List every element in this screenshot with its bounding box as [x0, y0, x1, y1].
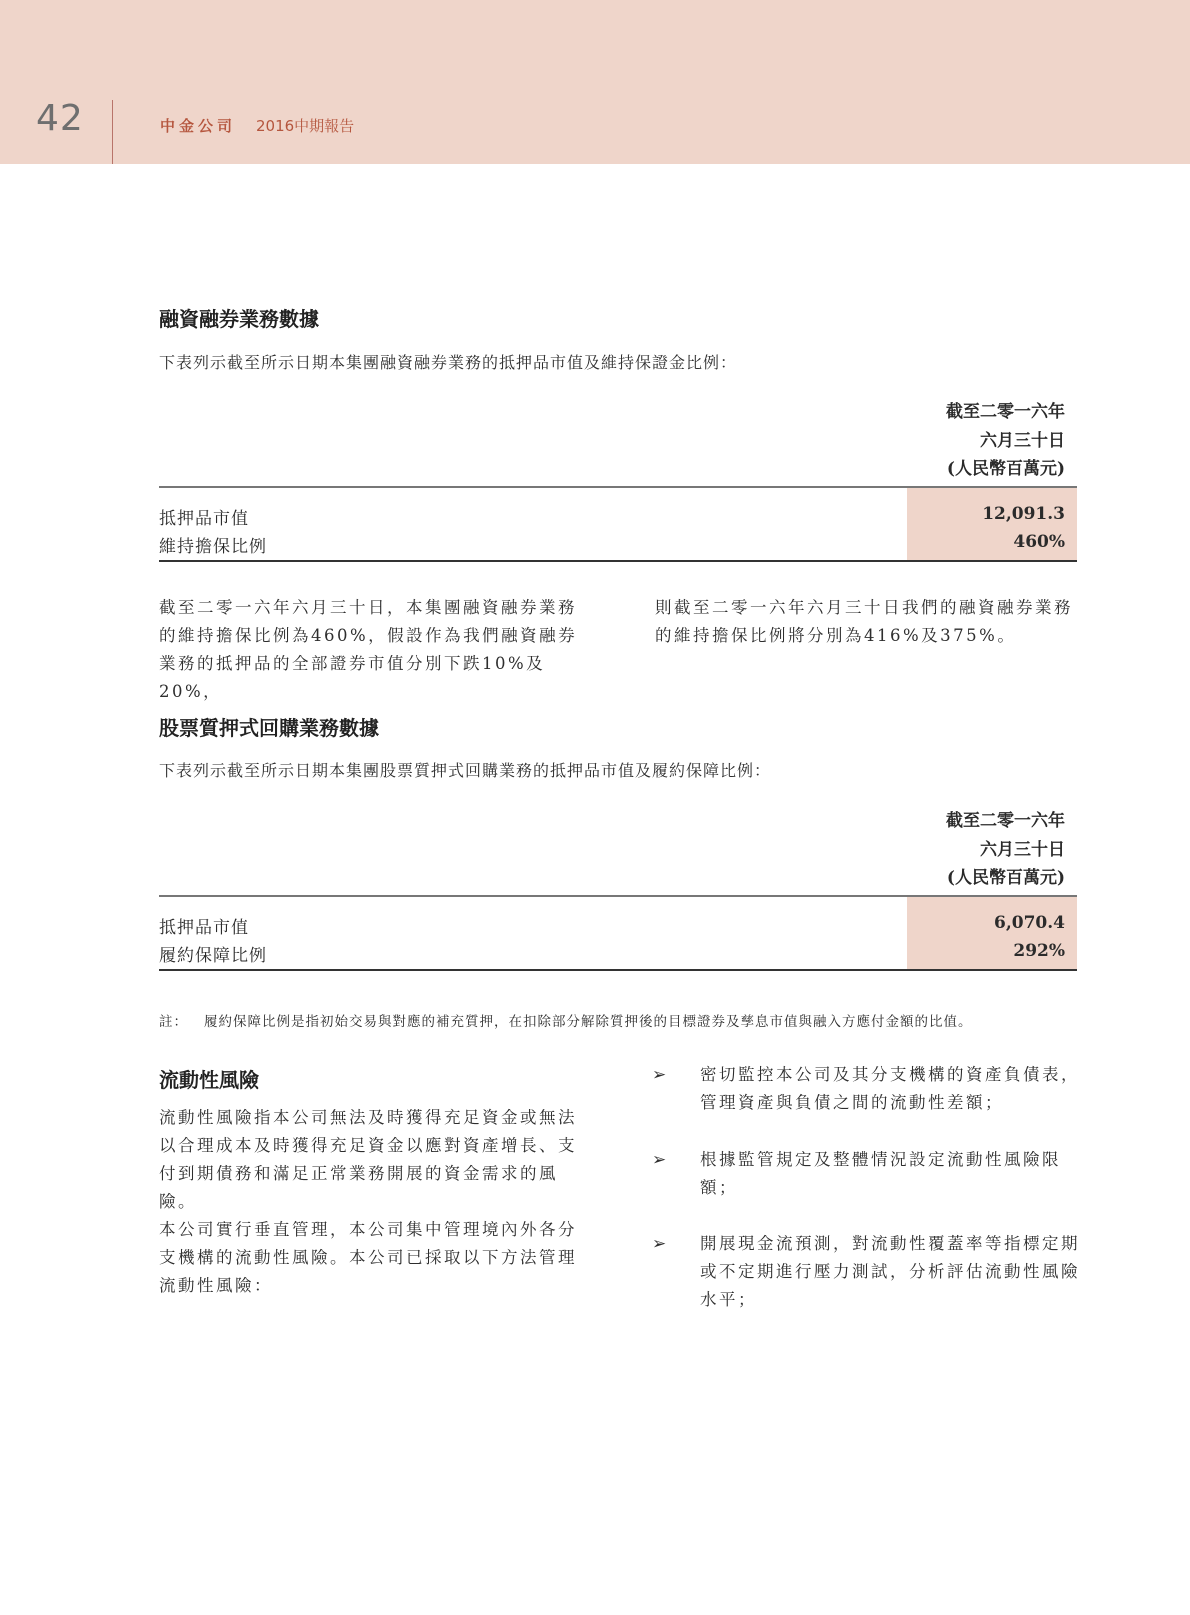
column-header-line: 截至二零一六年: [946, 402, 1065, 422]
row-value: 292%: [1013, 941, 1065, 961]
header-band: [0, 0, 1190, 164]
row-label: 抵押品市值: [159, 509, 249, 529]
stock-pledge-intro: 下表列示截至所示日期本集團股票質押式回購業務的抵押品市值及履約保障比例：: [159, 761, 772, 780]
company-name: 中金公司: [160, 117, 237, 135]
header-divider: [112, 100, 113, 164]
margin-financing-table: [159, 398, 1077, 563]
column-header-line: 截至二零一六年: [946, 811, 1065, 831]
column-header-line: (人民幣百萬元): [946, 868, 1065, 888]
row-label: 履約保障比例: [159, 946, 267, 966]
report-title: 2016中期報告: [256, 117, 355, 135]
table-rule-bottom: [159, 969, 1077, 971]
bullet-text: 開展現金流預測，對流動性覆蓋率等指標定期或不定期進行壓力測試，分析評估流動性風險水平；: [700, 1234, 1080, 1309]
row-value: 12,091.3: [982, 504, 1065, 524]
liquidity-risk-paragraph-2: 本公司實行垂直管理，本公司集中管理境內外各分支機構的流動性風險。本公司已採取以下方法管理流動性風險：: [159, 1220, 577, 1295]
margin-financing-paragraph-right: 則截至二零一六年六月三十日我們的融資融券業務的維持擔保比例將分別為416%及375%。: [655, 598, 1073, 645]
margin-financing-paragraph-left: 截至二零一六年六月三十日，本集團融資融券業務的維持擔保比例為460%，假設作為我們融資融券業務的抵押品的全部證券市值分別下跌10%及20%，: [159, 598, 578, 701]
table-rule-bottom: [159, 560, 1077, 562]
liquidity-risk-paragraph-1: 流動性風險指本公司無法及時獲得充足資金或無法以合理成本及時獲得充足資金以應對資產增長、支付到期債務和滿足正常業務開展的資金需求的風險。: [159, 1108, 577, 1211]
margin-financing-title: 融資融券業務數據: [159, 307, 319, 331]
stock-pledge-title: 股票質押式回購業務數據: [159, 716, 379, 740]
column-header-line: (人民幣百萬元): [946, 459, 1065, 479]
column-header: [845, 398, 1065, 484]
row-label: 維持擔保比例: [159, 537, 267, 557]
row-label: 抵押品市值: [159, 918, 249, 938]
note-label: 註：: [159, 1014, 188, 1030]
column-header: [845, 807, 1065, 893]
column-header-line: 六月三十日: [980, 430, 1065, 451]
note-text: 履約保障比例是指初始交易與對應的補充質押，在扣除部分解除質押後的目標證券及孳息市值與融入方應付金額的比值。: [204, 1014, 973, 1030]
stock-pledge-table: [159, 807, 1077, 972]
row-value: 460%: [1013, 532, 1065, 552]
margin-financing-intro: 下表列示截至所示日期本集團融資融券業務的抵押品市值及維持保證金比例：: [159, 353, 738, 372]
column-header-line: 六月三十日: [980, 839, 1065, 860]
bullet-arrow-icon: ➢: [652, 1234, 667, 1254]
bullet-arrow-icon: ➢: [652, 1065, 667, 1085]
liquidity-risk-title: 流動性風險: [159, 1068, 259, 1092]
bullet-arrow-icon: ➢: [652, 1150, 667, 1170]
page-number: 42: [36, 98, 84, 139]
bullet-text: 根據監管規定及整體情況設定流動性風險限額；: [700, 1150, 1061, 1197]
bullet-text: 密切監控本公司及其分支機構的資產負債表，管理資產與負債之間的流動性差額；: [700, 1065, 1080, 1112]
row-value: 6,070.4: [994, 913, 1065, 933]
